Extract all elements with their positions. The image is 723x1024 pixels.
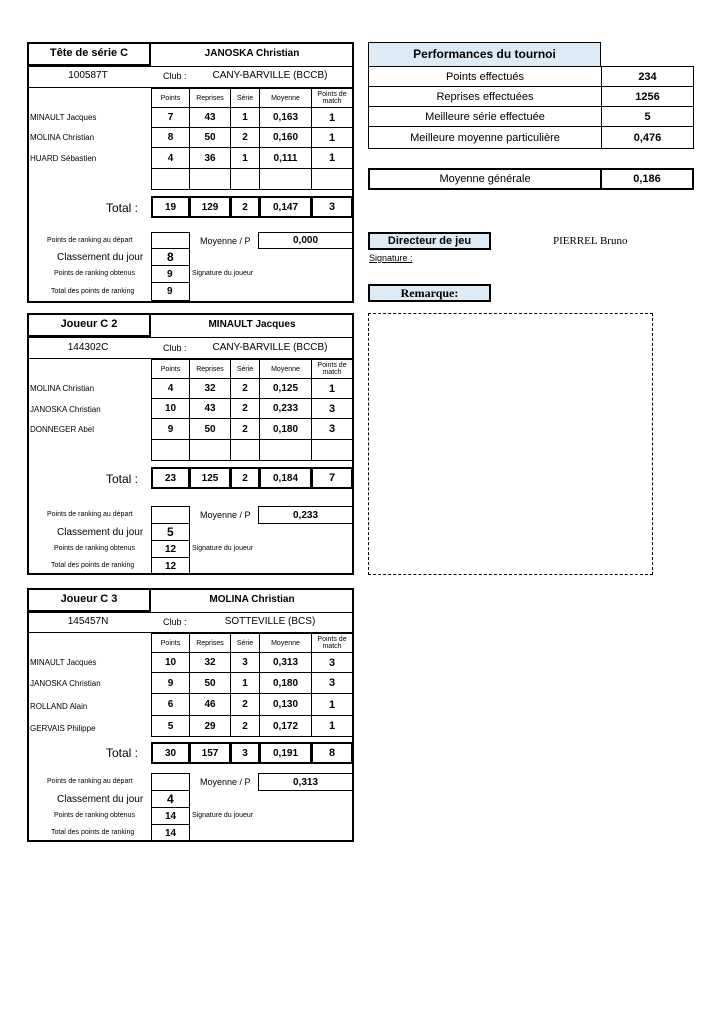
club-name: CANY-BARVILLE (BCCB) bbox=[212, 342, 328, 353]
cell-reprises: 43 bbox=[189, 398, 231, 419]
block-heading: Tête de série C bbox=[49, 47, 129, 59]
col-header-serie: Série bbox=[230, 359, 260, 379]
col-header-reprises: Reprises bbox=[189, 88, 231, 108]
cell-reprises: 32 bbox=[189, 378, 231, 399]
moyenne-p-label: Moyenne / P bbox=[200, 236, 251, 246]
cell-points: 4 bbox=[151, 378, 190, 399]
cell-serie: 2 bbox=[230, 398, 260, 419]
opponent-name: HUARD Sébastien bbox=[30, 154, 97, 163]
moyenne-generale-label: Moyenne générale bbox=[368, 168, 602, 190]
ranking-depart-label: Points de ranking au départ bbox=[47, 778, 133, 785]
ranking-depart-value bbox=[151, 232, 190, 249]
moyenne-p-label: Moyenne / P bbox=[200, 777, 251, 787]
block-heading: Joueur C 3 bbox=[60, 593, 118, 605]
perf-value: 5 bbox=[601, 106, 694, 127]
cell-moyenne: 0,180 bbox=[259, 418, 312, 440]
total-points: 30 bbox=[151, 742, 190, 764]
cell-points: 6 bbox=[151, 693, 190, 716]
cell-points-match: 3 bbox=[311, 418, 353, 440]
directeur-signature-label: Signature : bbox=[369, 253, 413, 263]
cell-points: 10 bbox=[151, 652, 190, 673]
cell-moyenne: 0,313 bbox=[259, 652, 312, 673]
cell-moyenne: 0,130 bbox=[259, 693, 312, 716]
total-points: 23 bbox=[151, 467, 190, 489]
licence-number: 100587T bbox=[68, 70, 108, 81]
cell-points: 10 bbox=[151, 398, 190, 419]
ranking-depart-value bbox=[151, 773, 190, 791]
empty-cell bbox=[151, 439, 190, 461]
classement-label: Classement du jour bbox=[57, 794, 144, 805]
opponent-name: MINAULT Jacques bbox=[30, 113, 97, 122]
ranking-obtenus-value: 9 bbox=[151, 265, 190, 283]
cell-moyenne: 0,172 bbox=[259, 715, 312, 737]
cell-reprises: 50 bbox=[189, 418, 231, 440]
cell-reprises: 36 bbox=[189, 147, 231, 169]
perf-value: 234 bbox=[601, 66, 694, 87]
total-points-match: 3 bbox=[311, 196, 353, 218]
classement-value: 8 bbox=[151, 248, 190, 266]
cell-reprises: 50 bbox=[189, 672, 231, 694]
opponent-name: MOLINA Christian bbox=[30, 384, 95, 393]
cell-reprises: 32 bbox=[189, 652, 231, 673]
total-label: Total : bbox=[106, 746, 139, 760]
cell-points: 9 bbox=[151, 672, 190, 694]
total-reprises: 125 bbox=[189, 467, 231, 489]
total-serie: 2 bbox=[230, 467, 260, 489]
cell-points: 7 bbox=[151, 107, 190, 128]
cell-points-match: 3 bbox=[311, 672, 353, 694]
total-points-match: 7 bbox=[311, 467, 353, 489]
cell-points-match: 1 bbox=[311, 693, 353, 716]
perf-label: Points effectués bbox=[368, 66, 602, 87]
total-ranking-label: Total des points de ranking bbox=[51, 562, 135, 569]
total-ranking-value: 14 bbox=[151, 824, 190, 842]
signature-label: Signature du joueur bbox=[192, 270, 254, 277]
perf-label: Meilleure moyenne particulière bbox=[368, 126, 602, 149]
total-points-match: 8 bbox=[311, 742, 353, 764]
col-header-points-match: Points de match bbox=[311, 359, 353, 379]
directeur-name: PIERREL Bruno bbox=[553, 235, 628, 247]
player-name: MOLINA Christian bbox=[209, 594, 295, 605]
empty-cell bbox=[151, 168, 190, 190]
total-label: Total : bbox=[106, 472, 139, 486]
player-name: MINAULT Jacques bbox=[208, 319, 296, 330]
total-label: Total : bbox=[106, 201, 139, 215]
cell-serie: 2 bbox=[230, 127, 260, 148]
cell-serie: 1 bbox=[230, 107, 260, 128]
ranking-depart-label: Points de ranking au départ bbox=[47, 237, 133, 244]
moyenne-p-value: 0,313 bbox=[258, 773, 353, 791]
perf-label: Meilleure série effectuée bbox=[368, 106, 602, 127]
col-header-reprises: Reprises bbox=[189, 633, 231, 653]
empty-cell bbox=[311, 168, 353, 190]
opponent-name: GERVAIS Philippe bbox=[30, 724, 96, 733]
empty-cell bbox=[311, 439, 353, 461]
performances-title: Performances du tournoi bbox=[413, 47, 556, 61]
opponent-name: JANOSKA Christian bbox=[30, 679, 101, 688]
total-reprises: 129 bbox=[189, 196, 231, 218]
remarque-label: Remarque: bbox=[368, 284, 491, 302]
col-header-serie: Série bbox=[230, 88, 260, 108]
empty-cell bbox=[230, 439, 260, 461]
club-name: CANY-BARVILLE (BCCB) bbox=[212, 70, 328, 81]
total-serie: 2 bbox=[230, 196, 260, 218]
classement-label: Classement du jour bbox=[57, 252, 144, 263]
opponent-name: DONNEGER Abel bbox=[30, 425, 95, 434]
directeur-label: Directeur de jeu bbox=[368, 232, 491, 250]
cell-points-match: 1 bbox=[311, 378, 353, 399]
cell-reprises: 46 bbox=[189, 693, 231, 716]
cell-points: 5 bbox=[151, 715, 190, 737]
total-moyenne: 0,184 bbox=[259, 467, 312, 489]
total-moyenne: 0,147 bbox=[259, 196, 312, 218]
club-label: Club : bbox=[163, 617, 187, 627]
total-serie: 3 bbox=[230, 742, 260, 764]
cell-moyenne: 0,163 bbox=[259, 107, 312, 128]
total-moyenne: 0,191 bbox=[259, 742, 312, 764]
cell-serie: 2 bbox=[230, 715, 260, 737]
cell-points: 8 bbox=[151, 127, 190, 148]
licence-number: 145457N bbox=[67, 616, 109, 627]
cell-points-match: 1 bbox=[311, 107, 353, 128]
licence-number: 144302C bbox=[67, 342, 109, 353]
ranking-obtenus-label: Points de ranking obtenus bbox=[54, 270, 135, 277]
total-ranking-value: 12 bbox=[151, 557, 190, 575]
perf-value: 0,476 bbox=[601, 126, 694, 149]
empty-cell bbox=[259, 439, 312, 461]
perf-value: 1256 bbox=[601, 86, 694, 107]
cell-moyenne: 0,160 bbox=[259, 127, 312, 148]
moyenne-p-label: Moyenne / P bbox=[200, 510, 251, 520]
empty-cell bbox=[189, 168, 231, 190]
opponent-name: MOLINA Christian bbox=[30, 133, 95, 142]
empty-cell bbox=[259, 168, 312, 190]
cell-serie: 2 bbox=[230, 418, 260, 440]
cell-moyenne: 0,180 bbox=[259, 672, 312, 694]
signature-label: Signature du joueur bbox=[192, 545, 254, 552]
club-name: SOTTEVILLE (BCS) bbox=[224, 616, 316, 627]
cell-moyenne: 0,233 bbox=[259, 398, 312, 419]
ranking-depart-value bbox=[151, 506, 190, 524]
cell-reprises: 50 bbox=[189, 127, 231, 148]
ranking-obtenus-value: 14 bbox=[151, 807, 190, 825]
opponent-name: MINAULT Jacques bbox=[30, 658, 97, 667]
ranking-obtenus-label: Points de ranking obtenus bbox=[54, 812, 135, 819]
club-label: Club : bbox=[163, 71, 187, 81]
col-header-points: Points bbox=[151, 359, 190, 379]
ranking-obtenus-value: 12 bbox=[151, 540, 190, 558]
cell-reprises: 43 bbox=[189, 107, 231, 128]
cell-points-match: 3 bbox=[311, 398, 353, 419]
total-reprises: 157 bbox=[189, 742, 231, 764]
total-points: 19 bbox=[151, 196, 190, 218]
cell-points-match: 1 bbox=[311, 715, 353, 737]
ranking-obtenus-label: Points de ranking obtenus bbox=[54, 545, 135, 552]
moyenne-generale-value: 0,186 bbox=[600, 168, 694, 190]
cell-serie: 1 bbox=[230, 672, 260, 694]
empty-cell bbox=[189, 439, 231, 461]
block-heading: Joueur C 2 bbox=[60, 318, 118, 330]
col-header-points: Points bbox=[151, 633, 190, 653]
cell-reprises: 29 bbox=[189, 715, 231, 737]
signature-label: Signature du joueur bbox=[192, 812, 254, 819]
player-name: JANOSKA Christian bbox=[204, 48, 300, 59]
cell-points-match: 1 bbox=[311, 147, 353, 169]
col-header-moyenne: Moyenne bbox=[259, 359, 312, 379]
cell-points-match: 3 bbox=[311, 652, 353, 673]
cell-serie: 2 bbox=[230, 693, 260, 716]
remarque-box[interactable] bbox=[368, 313, 653, 575]
cell-serie: 3 bbox=[230, 652, 260, 673]
opponent-name: ROLLAND Alain bbox=[30, 702, 88, 711]
col-header-points-match: Points de match bbox=[311, 88, 353, 108]
total-ranking-label: Total des points de ranking bbox=[51, 829, 135, 836]
empty-cell bbox=[230, 168, 260, 190]
total-ranking-value: 9 bbox=[151, 282, 190, 301]
classement-label: Classement du jour bbox=[57, 527, 144, 538]
opponent-name: JANOSKA Christian bbox=[30, 405, 101, 414]
ranking-depart-label: Points de ranking au départ bbox=[47, 511, 133, 518]
col-header-points: Points bbox=[151, 88, 190, 108]
cell-points-match: 1 bbox=[311, 127, 353, 148]
col-header-moyenne: Moyenne bbox=[259, 88, 312, 108]
moyenne-p-value: 0,000 bbox=[258, 232, 353, 249]
col-header-reprises: Reprises bbox=[189, 359, 231, 379]
col-header-moyenne: Moyenne bbox=[259, 633, 312, 653]
total-ranking-label: Total des points de ranking bbox=[51, 288, 135, 295]
classement-value: 4 bbox=[151, 790, 190, 808]
cell-serie: 2 bbox=[230, 378, 260, 399]
col-header-serie: Série bbox=[230, 633, 260, 653]
col-header-points-match: Points de match bbox=[311, 633, 353, 653]
club-label: Club : bbox=[163, 343, 187, 353]
perf-label: Reprises effectuées bbox=[368, 86, 602, 107]
cell-serie: 1 bbox=[230, 147, 260, 169]
cell-moyenne: 0,125 bbox=[259, 378, 312, 399]
moyenne-p-value: 0,233 bbox=[258, 506, 353, 524]
cell-points: 4 bbox=[151, 147, 190, 169]
cell-points: 9 bbox=[151, 418, 190, 440]
classement-value: 5 bbox=[151, 523, 190, 541]
cell-moyenne: 0,111 bbox=[259, 147, 312, 169]
